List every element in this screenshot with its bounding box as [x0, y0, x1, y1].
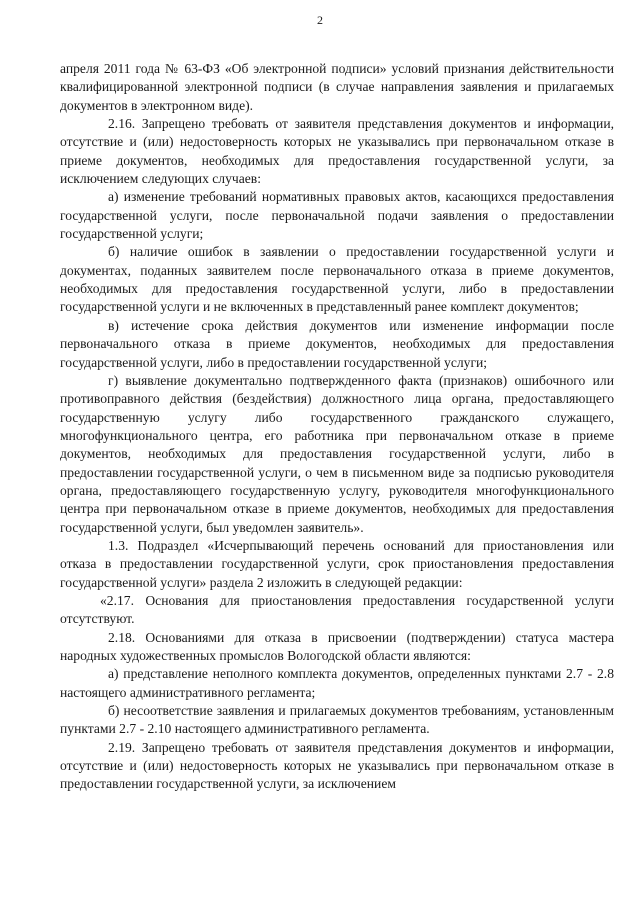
paragraph-2-17: «2.17. Основания для приостановления предоставления государственной услуги отсутствуют. [60, 592, 614, 627]
list-item-v: в) истечение срока действия документов или изменение информации после первоначального отказа в приеме документов, необходимых для предоставления государственной услуги, либо в предоставлении государственной услуги; [60, 317, 614, 370]
paragraph-1-3: 1.3. Подраздел «Исчерпывающий перечень оснований для приостановления или отказа в предоставлении государственной услуги, срок приостановления предоставления государственной услуги» раздела 2 изложить в следующей редакции: [60, 537, 614, 590]
document-body [60, 60, 614, 794]
list-item-a: а) изменение требований нормативных правовых актов, касающихся предоставления государственной услуги, после первоначальной подачи заявления о предоставлении государственной услуги; [60, 189, 614, 242]
list-item-g: г) выявление документально подтвержденного факта (признаков) ошибочного или противоправного действия (бездействия) должностного лица органа, предоставляющего государственную услугу либо государственного гражданского служащего, многофункционального центра, его работника при первоначальном отказе в приеме документов, необходимых для предоставления государственной услуги, либо в предоставлении государственной услуги, о чем в письменном виде за подписью руководителя органа, предоставляющего государственную услугу, руководителя многофункционального центра при первоначальном отказе в приеме документов, необходимых для предоставления государственной услуги, был уведомлен заявитель». [60, 372, 614, 535]
list-item-b-2: б) несоответствие заявления и прилагаемых документов требованиям, установленным пунктами 2.7 - 2.10 настоящего административного регламента. [60, 703, 614, 737]
paragraph-2-16: 2.16. Запрещено требовать от заявителя представления документов и информации, отсутствие и (или) недостоверность которых не указывались при первоначальном отказе в приеме документов, необходимых для предоставления государственной услуги, за исключением следующих случаев: [60, 116, 614, 187]
paragraph-2-18: 2.18. Основаниями для отказа в присвоении (подтверждении) статуса мастера народных художественных промыслов Вологодской области являются: [60, 629, 614, 663]
list-item-b: б) наличие ошибок в заявлении о предоставлении государственной услуги и документах, поданных заявителем после первоначального отказа в приеме документов, необходимых для предоставления государственной услуги, либо в предоставлении государственной услуги и не включенных в представленный ранее комплект документов; [60, 244, 614, 315]
list-item-a-2: а) представление неполного комплекта документов, определенных пунктами 2.7 - 2.8 настоящего административного регламента; [60, 666, 614, 700]
page-number: 2 [317, 13, 323, 27]
paragraph-continuation: апреля 2011 года № 63-ФЗ «Об электронной подписи» условий признания действительности квалифицированной электронной подписи (в случае направления заявления и прилагаемых документов в электронном виде). [60, 61, 614, 113]
paragraph-2-19: 2.19. Запрещено требовать от заявителя представления документов и информации, отсутствие и (или) недостоверность которых не указывались при первоначальном отказе в предоставлении государственной услуги, за исключением [60, 739, 614, 792]
